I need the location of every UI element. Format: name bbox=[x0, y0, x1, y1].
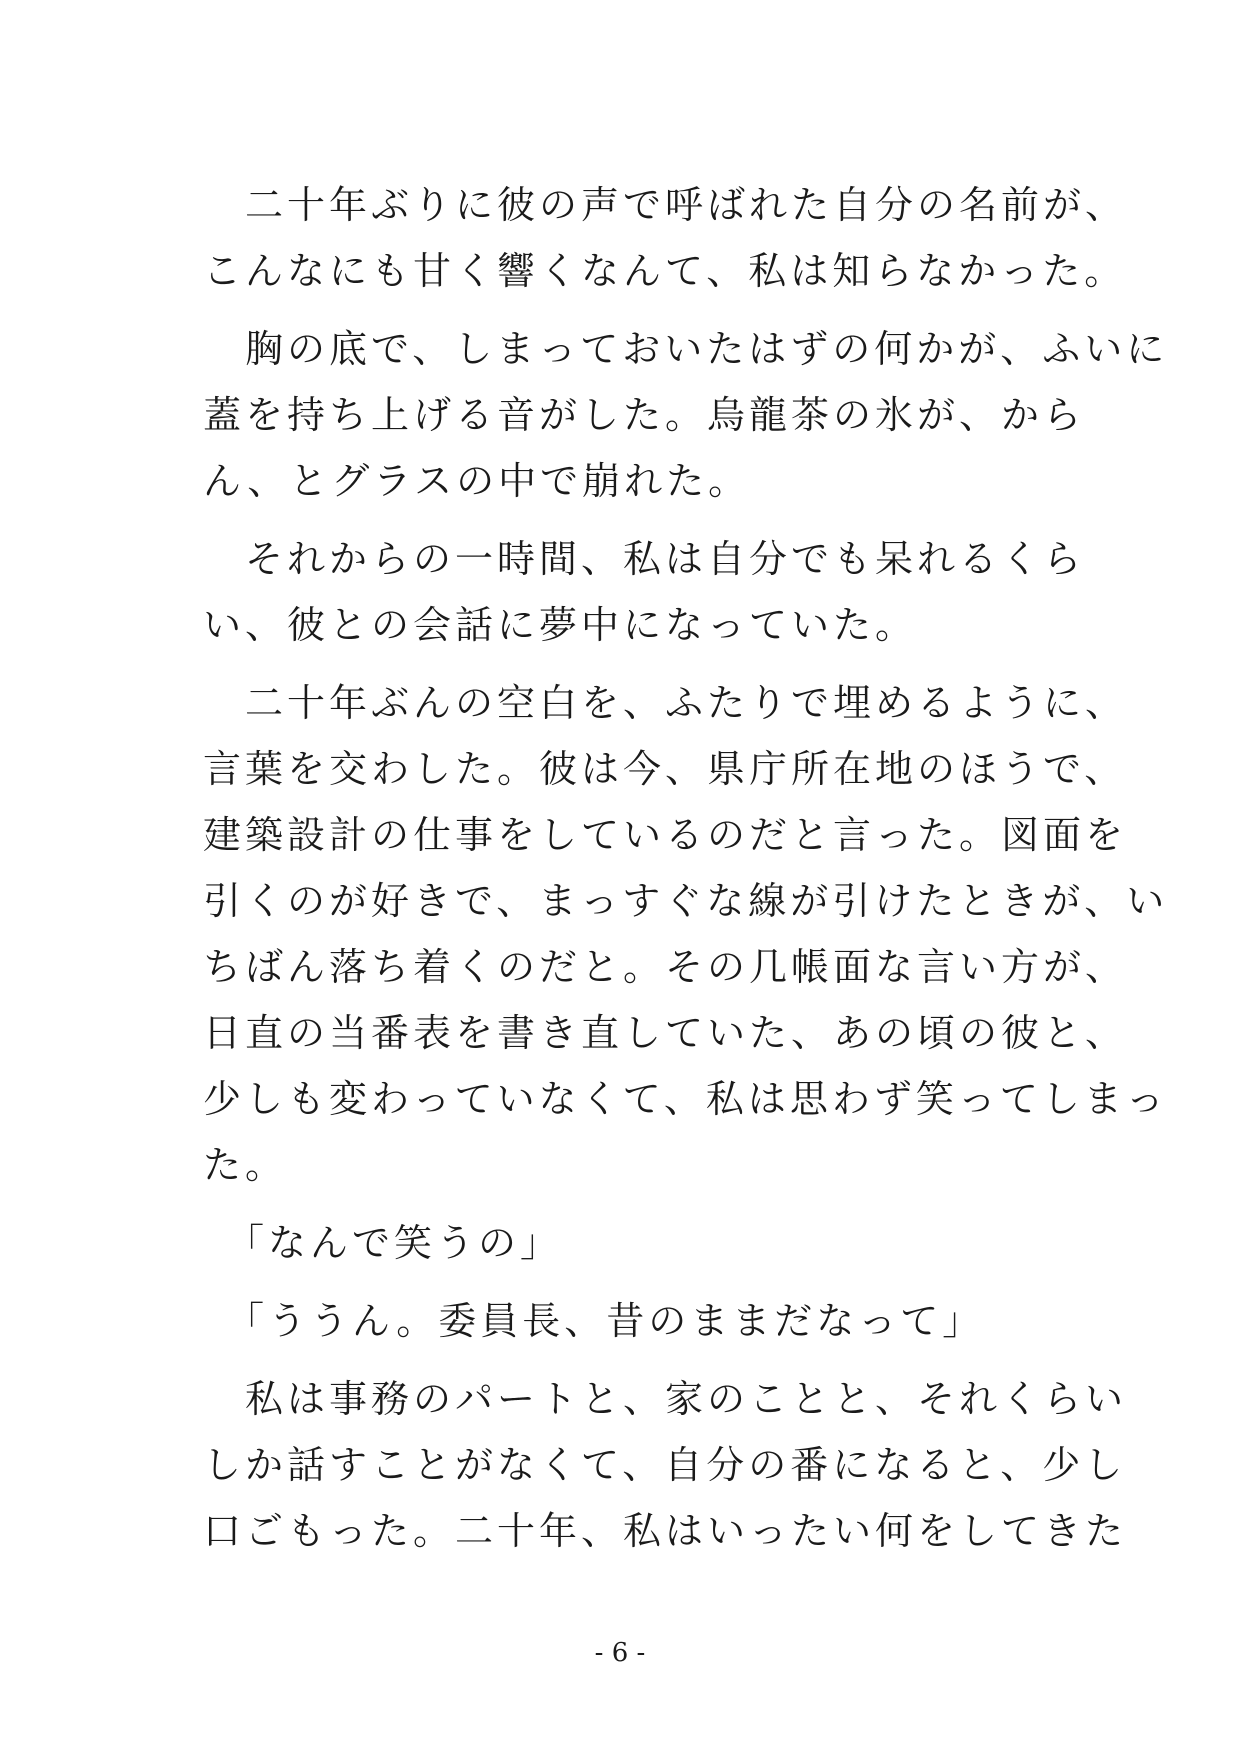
dialogue-line: 「ううん。委員長、昔のままだなって」 bbox=[203, 1299, 985, 1343]
text-line: 日直の当番表を書き直していた、あの頃の彼と、 bbox=[203, 1011, 1128, 1055]
text-line: た。 bbox=[203, 1143, 288, 1187]
text-line: 私は事務のパートと、家のことと、それくらい bbox=[203, 1377, 1128, 1421]
text-line: こんなにも甘く響くなんて、私は知らなかった。 bbox=[203, 249, 1127, 293]
text-line: 言葉を交わした。彼は今、県庁所在地のほうで、 bbox=[203, 747, 1127, 791]
text-line: 少しも変わっていなくて、私は思わず笑ってしまっ bbox=[203, 1077, 1168, 1121]
text-line: しか話すことがなくて、自分の番になると、少し bbox=[203, 1443, 1127, 1487]
text-line: 胸の底で、しまっておいたはずの何かが、ふいに bbox=[203, 327, 1169, 371]
text-line: 引くのが好きで、まっすぐな線が引けたときが、い bbox=[203, 879, 1169, 923]
text-line: 口ごもった。二十年、私はいったい何をしてきた bbox=[203, 1509, 1128, 1553]
text-line: 二十年ぶんの空白を、ふたりで埋めるように、 bbox=[203, 681, 1128, 725]
text-line: い、彼との会話に夢中になっていた。 bbox=[203, 603, 918, 647]
text-line: 蓋を持ち上げる音がした。烏龍茶の氷が、から bbox=[203, 393, 1086, 437]
text-line: それからの一時間、私は自分でも呆れるくら bbox=[203, 537, 1086, 581]
page-number: - 6 - bbox=[594, 1638, 646, 1668]
dialogue-line: 「なんで笑うの」 bbox=[203, 1221, 563, 1265]
text-line: ん、とグラスの中で崩れた。 bbox=[203, 459, 751, 503]
text-line: ちばん落ち着くのだと。その几帳面な言い方が、 bbox=[203, 945, 1128, 989]
text-line: 建築設計の仕事をしているのだと言った。図面を bbox=[203, 813, 1128, 857]
text-line: 二十年ぶりに彼の声で呼ばれた自分の名前が、 bbox=[203, 183, 1128, 227]
